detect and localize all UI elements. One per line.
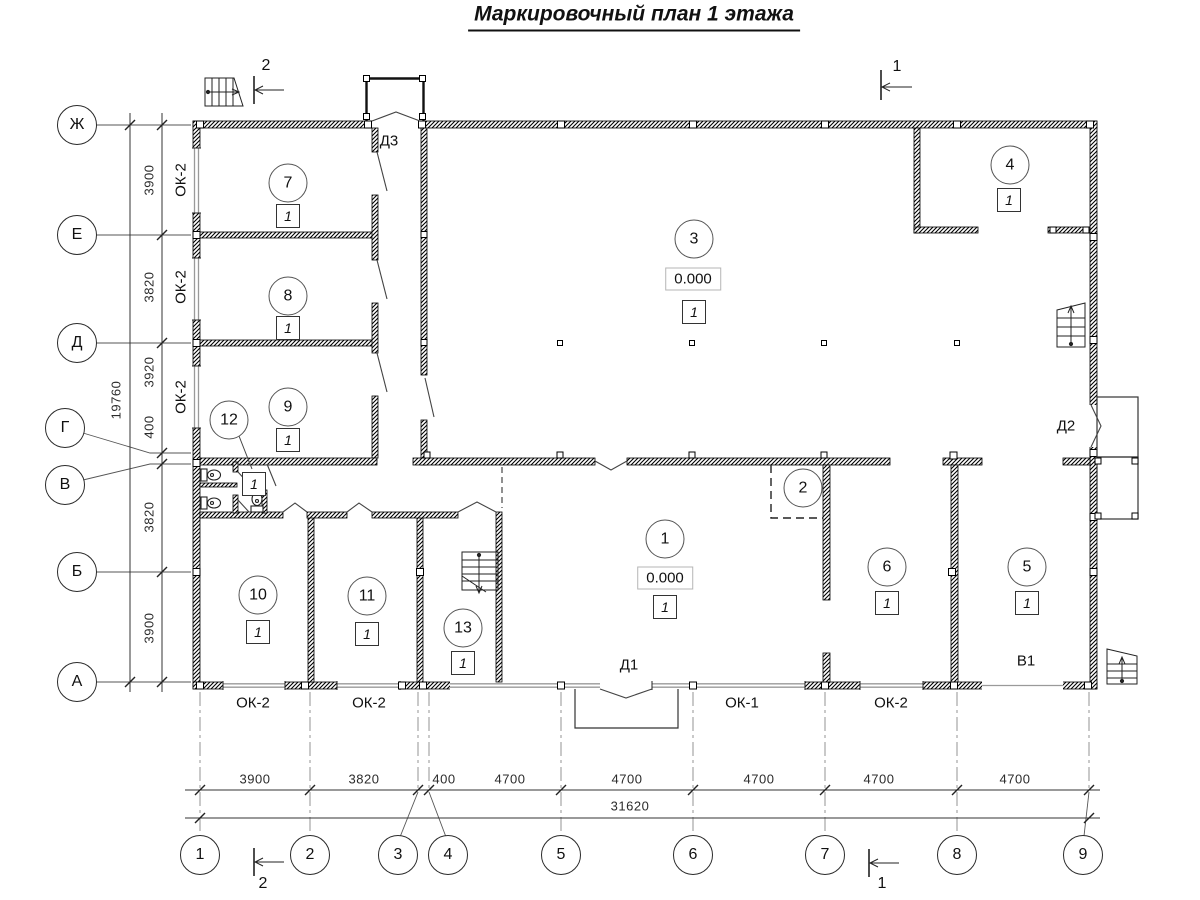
interior-stair-hall bbox=[1057, 303, 1085, 347]
room-category-6: 1 bbox=[875, 591, 899, 615]
dim-left-6: 3900 bbox=[141, 612, 157, 644]
room-category-10: 1 bbox=[246, 620, 270, 644]
exterior-stair-top-left bbox=[205, 78, 243, 106]
room-category-3: 1 bbox=[682, 300, 706, 324]
axis-bubble-4: 4 bbox=[428, 835, 468, 875]
exterior-walls bbox=[193, 121, 1097, 689]
room-category-13: 1 bbox=[451, 651, 475, 675]
axis-bubble-1: 1 bbox=[180, 835, 220, 875]
axis-bubble-3: 3 bbox=[378, 835, 418, 875]
room-category-11: 1 bbox=[355, 622, 379, 646]
section-mark-1-bottom: 1 bbox=[877, 875, 887, 892]
exterior-stair-bottom-right bbox=[1107, 649, 1137, 684]
section-mark-2-top: 2 bbox=[261, 57, 271, 74]
room-bubble-10: 10 bbox=[239, 576, 278, 615]
window-label-ok2-left-1: ОК-2 bbox=[172, 163, 190, 197]
axis-bubble-7: 7 bbox=[805, 835, 845, 875]
room-bubble-1: 1 bbox=[646, 520, 685, 559]
dim-left-2: 3820 bbox=[141, 271, 157, 303]
porch-posts bbox=[1095, 458, 1138, 519]
window-label-ok2-bottom-2: ОК-2 bbox=[352, 694, 386, 712]
dim-left-4: 400 bbox=[141, 415, 157, 439]
room-bubble-8: 8 bbox=[269, 277, 308, 316]
door-label-d3: Д3 bbox=[379, 132, 399, 150]
axis-bubble-5: 5 bbox=[541, 835, 581, 875]
section-mark-1-top: 1 bbox=[892, 58, 902, 75]
axis-bubble-a: А bbox=[57, 662, 97, 702]
room-bubble-6: 6 bbox=[868, 548, 907, 587]
dim-bottom-6: 4700 bbox=[743, 771, 775, 787]
dim-bottom-2: 3820 bbox=[348, 771, 380, 787]
dim-bottom-8: 4700 bbox=[999, 771, 1031, 787]
room-category-1: 1 bbox=[653, 595, 677, 619]
dim-left-1: 3900 bbox=[141, 164, 157, 196]
dim-bottom-3: 400 bbox=[432, 771, 456, 787]
dim-bottom-4: 4700 bbox=[494, 771, 526, 787]
axis-bubble-zh: Ж bbox=[57, 105, 97, 145]
axis-bubble-g: Г bbox=[45, 408, 85, 448]
axis-extension-lines bbox=[200, 692, 1089, 836]
window-label-ok2-left-3: ОК-2 bbox=[172, 380, 190, 414]
dim-left-total: 19760 bbox=[108, 380, 124, 420]
door-label-v1: В1 bbox=[1016, 652, 1036, 670]
window-label-ok2-bottom-1: ОК-2 bbox=[236, 694, 270, 712]
room-category-5: 1 bbox=[1015, 591, 1039, 615]
axis-bubble-e: Е bbox=[57, 215, 97, 255]
room-bubble-4: 4 bbox=[991, 146, 1030, 185]
axis-bubble-8: 8 bbox=[937, 835, 977, 875]
wall-openings bbox=[192, 120, 1098, 690]
dim-left-3: 3920 bbox=[141, 356, 157, 388]
axis-bubble-6: 6 bbox=[673, 835, 713, 875]
dim-left-5: 3820 bbox=[141, 501, 157, 533]
columns bbox=[193, 121, 1097, 689]
section-mark-2-bottom: 2 bbox=[258, 875, 268, 892]
axis-bubble-d: Д bbox=[57, 323, 97, 363]
interior-walls bbox=[200, 128, 1090, 682]
vestibule-d3 bbox=[364, 76, 426, 122]
axis-bubble-9: 9 bbox=[1063, 835, 1103, 875]
dim-bottom-1: 3900 bbox=[239, 771, 271, 787]
room-category-7: 1 bbox=[276, 204, 300, 228]
axis-bubble-v: В bbox=[45, 465, 85, 505]
dim-bottom-7: 4700 bbox=[863, 771, 895, 787]
window-label-ok2-bottom-3: ОК-2 bbox=[874, 694, 908, 712]
room-bubble-7: 7 bbox=[269, 164, 308, 203]
axis-bubble-b: Б bbox=[57, 552, 97, 592]
room-bubble-12: 12 bbox=[210, 401, 249, 440]
dashed-enclosure-room-2 bbox=[502, 465, 823, 518]
room-category-9: 1 bbox=[276, 428, 300, 452]
door-label-d2: Д2 bbox=[1056, 417, 1076, 435]
entrance-porches bbox=[575, 397, 1138, 728]
window-label-ok2-left-2: ОК-2 bbox=[172, 270, 190, 304]
room-category-12: 1 bbox=[242, 472, 266, 496]
room-bubble-13: 13 bbox=[444, 609, 483, 648]
room-bubble-3: 3 bbox=[675, 220, 714, 259]
room-bubble-5: 5 bbox=[1008, 548, 1047, 587]
room-bubble-11: 11 bbox=[348, 577, 387, 616]
room-category-4: 1 bbox=[997, 188, 1021, 212]
dim-bottom-5: 4700 bbox=[611, 771, 643, 787]
room-bubble-9: 9 bbox=[269, 388, 308, 427]
elevation-mark-room-3: 0.000 bbox=[665, 268, 721, 291]
drawing-title: Маркировочный план 1 этажа bbox=[468, 3, 800, 32]
axis-bubble-2: 2 bbox=[290, 835, 330, 875]
room-bubble-2: 2 bbox=[784, 469, 823, 508]
dim-bottom-total: 31620 bbox=[610, 798, 650, 814]
stair-room-13 bbox=[462, 552, 498, 593]
room-category-8: 1 bbox=[276, 316, 300, 340]
elevation-mark-room-1: 0.000 bbox=[637, 567, 693, 590]
window-label-ok1-bottom: ОК-1 bbox=[725, 694, 759, 712]
door-label-d1: Д1 bbox=[619, 656, 639, 674]
